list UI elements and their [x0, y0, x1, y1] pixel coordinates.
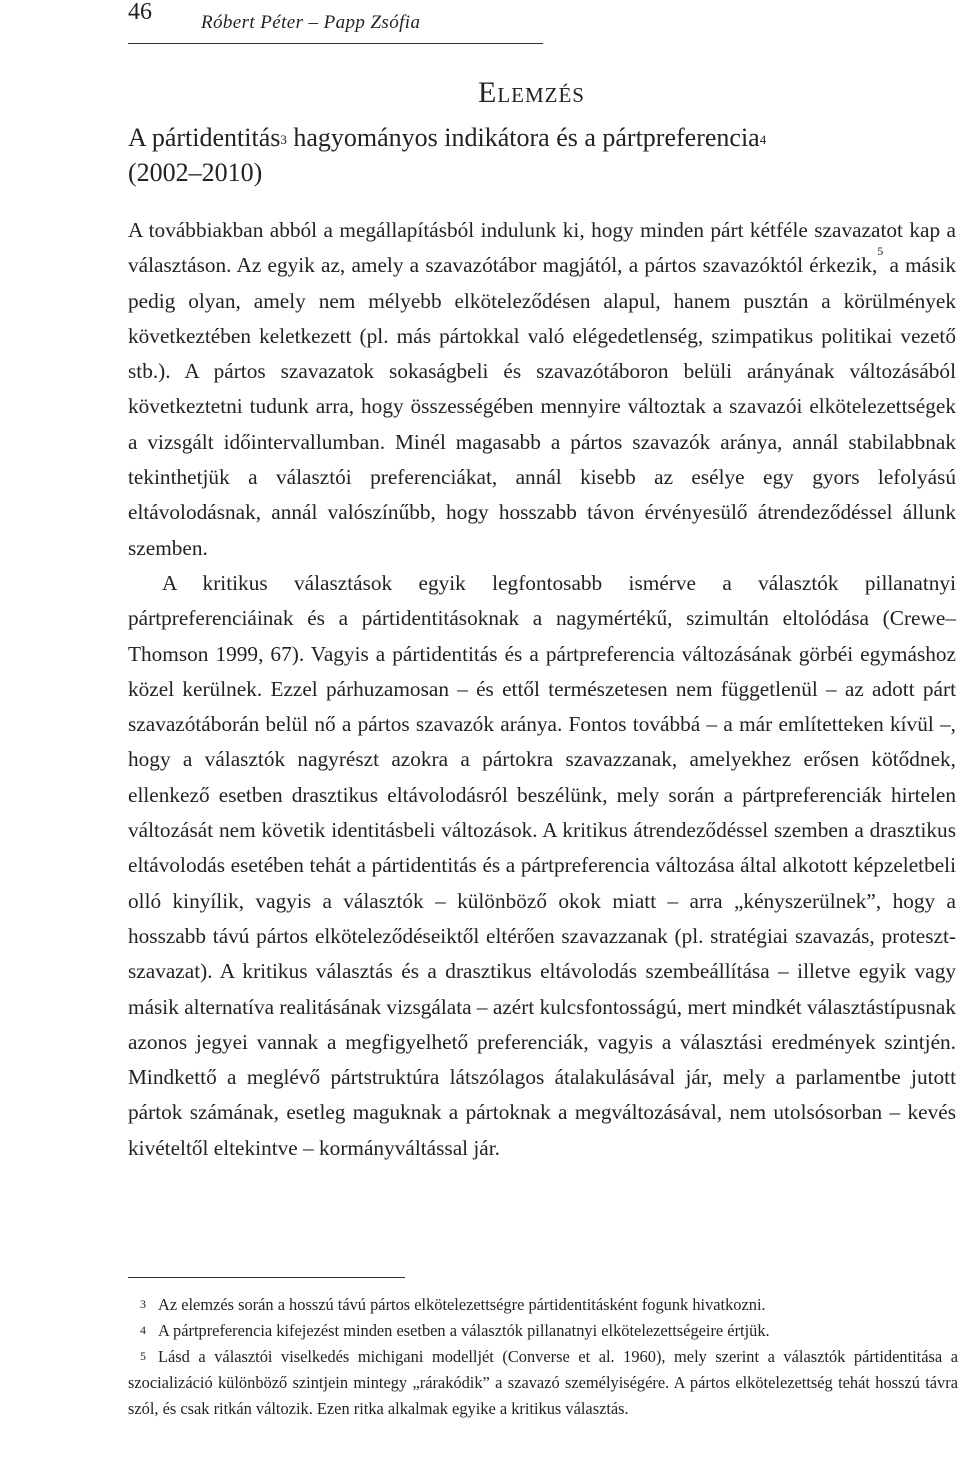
section-label: Elemzés — [478, 76, 585, 109]
title-text: A pártidentitás — [128, 123, 281, 152]
paragraph-1 — [128, 213, 956, 566]
title-footnote-ref-3: 3 — [280, 132, 287, 147]
running-head: Róbert Péter – Papp Zsófia — [201, 12, 421, 33]
page-number: 46 — [128, 0, 152, 25]
footnote-text: Lásd a választói viselkedés michigani modelljét (Converse et al. 1960), mely szerint a választók pártidentitása a szocializáció különböző szintjein mintegy „rárakódik” a szavazó személyiségére. A pártos elkötelezettség tehát hosszú távra szól, és csak ritkán változik. Ezen ritka alkalmak egyike a kritikus választás. — [128, 1347, 958, 1418]
footnote-5 — [128, 1344, 958, 1422]
footnote-number: 4 — [140, 1323, 146, 1337]
title-years: (2002–2010) — [128, 158, 263, 187]
footnote-number: 3 — [140, 1297, 146, 1311]
header-rule — [128, 43, 543, 44]
title-text-continued: hagyományos indikátora és a pártpreferencia — [286, 123, 760, 152]
body-text — [128, 213, 956, 1166]
title-footnote-ref-4: 4 — [759, 132, 767, 147]
footnotes — [128, 1292, 958, 1422]
footnote-text: A pártpreferencia kifejezést minden esetben a választók pillanatnyi elkötelezettségeire értjük. — [158, 1321, 770, 1340]
footnote-3 — [128, 1292, 958, 1318]
footnote-rule — [128, 1277, 405, 1278]
footnote-number: 5 — [140, 1349, 146, 1363]
footnote-4 — [128, 1318, 958, 1344]
section-title — [128, 120, 958, 190]
footnote-text: Az elemzés során a hosszú távú pártos elkötelezettségre pártidentitásként fogunk hivatkozni. — [158, 1295, 766, 1314]
footnote-ref-5: 5 — [877, 244, 884, 259]
paragraph-1-text-continued: a másik pedig olyan, amely nem mélyebb elköteleződésen alapul, hanem pusztán a körülmények következtében keletkezett (pl. más pártokkal való elégedetlenség, szimpatikus politikai vezető stb.). A pártos szavazatok sokaságbeli és szavazótáboron belüli arányának változásából következtetni tudunk arra, hogy összességében mennyire változtak a szavazói elkötelezettségek a vizsgált időintervallumban. Minél magasabb a pártos szavazók aránya, annál stabilabbnak tekinthetjük a választói preferenciákat, annál kisebb az esélye egy gyors lefolyású eltávolodásnak, annál valószínűbb, hogy hosszabb távon érvényesülő átrendeződéssel állunk szemben. — [128, 253, 956, 560]
paragraph-1-text: A továbbiakban abból a megállapításból indulunk ki, hogy minden párt kétféle szavazatot kap a választáson. Az egyik az, amely a szavazótábor magjától, a pártos szavazóktól érkezik, — [128, 218, 956, 278]
paragraph-2: A kritikus választások egyik legfontosabb ismérve a választók pillanatnyi pártpreferenciáinak és a pártidentitásoknak a nagymértékű, szimultán eltolódása (Crewe–Thomson 1999, 67). Vagyis a pártidentitás és a pártpreferencia változásának görbéi egymáshoz közel kerülnek. Ezzel párhuzamosan – és ettől természetesen nem függetlenül – az adott párt szavazótáborán belül nő a pártos szavazók aránya. Fontos továbbá – a már említetteken kívül –, hogy a választók nagyrészt azokra a pártokra szavazzanak, amelyekhez erősen kötődnek, ellenkező esetben drasztikus eltávolodásról beszélünk, mely során a pártpreferenciák hirtelen változását nem követik identitásbeli változások. A kritikus átrendeződéssel szemben a drasztikus eltávolodás esetében tehát a pártidentitás és a pártpreferencia változása által alkotott képzeletbeli olló kinyílik, vagyis a választók – különböző okok miatt – arra „kényszerülnek”, hogy a hosszabb távú pártos elköteleződéseiktől eltérően szavazzanak (pl. stratégiai szavazás, protesztszavazat). A kritikus választás és a drasztikus eltávolodás szembeállítása – illetve egyik vagy másik alternatíva realitásának vizsgálata – azért kulcsfontosságú, mert mindkét választástípusnak azonos jegyei vannak a megfigyelhető preferenciák, vagyis a választási eredmények szintjén. Mindkettő a meglévő pártstruktúra látszólagos átalakulásával jár, mely a parlamentbe jutott pártok számának, esetleg maguknak a pártoknak a megváltozásával, nem utolsósorban – kevés kivételtől eltekintve – kormányváltással jár. — [128, 570, 956, 1160]
page-header — [128, 0, 543, 44]
